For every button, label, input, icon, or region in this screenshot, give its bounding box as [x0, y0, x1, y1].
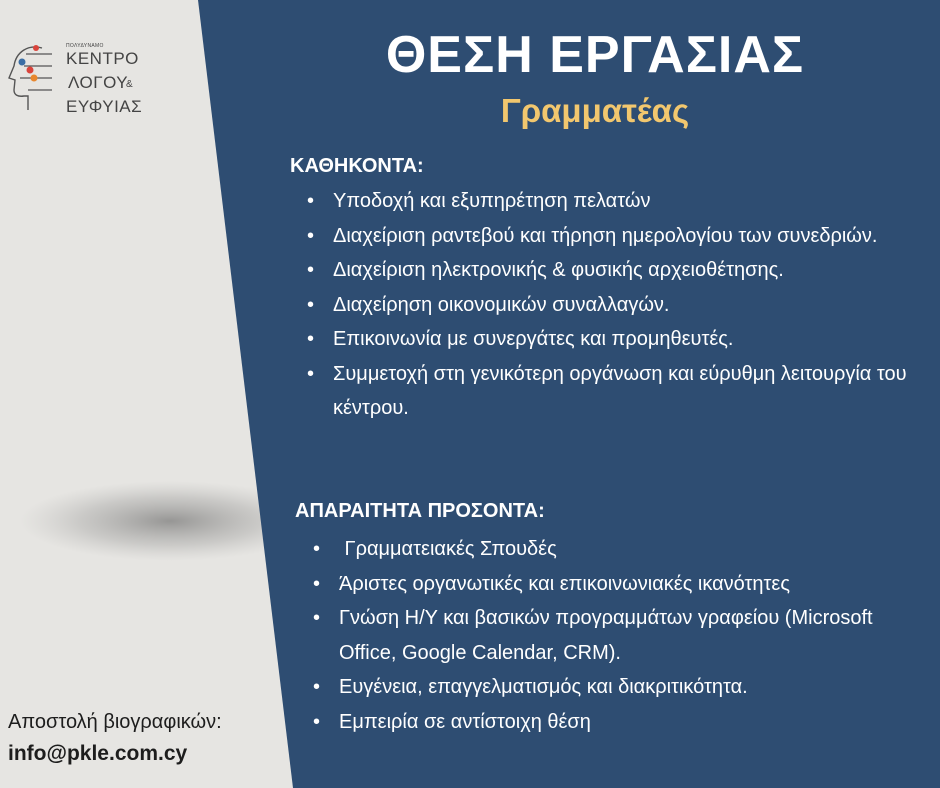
red-dot [33, 45, 39, 51]
requirement-item: • Γραμματειακές Σπουδές [313, 532, 873, 567]
logo-ampersand: & [126, 79, 134, 90]
orange-dot [31, 75, 38, 82]
logo-word-logou: ΛΟΓΟΥ [68, 73, 129, 92]
requirements-heading: ΑΠΑΡΑΙΤΗΤΑ ΠΡΟΣΟΝΤΑ: [295, 500, 545, 522]
head-profile-icon [6, 40, 58, 120]
duties-list [307, 184, 917, 426]
contact-email: info@pkle.com.cy [8, 742, 188, 765]
page-title: ΘΕΣΗ ΕΡΓΑΣΙΑΣ [385, 26, 805, 84]
duty-item: • Διαχείρηση οικονομικών συναλλαγών. [307, 288, 917, 323]
contact-label: Αποστολή βιογραφικών: [8, 711, 222, 733]
blue-dot [19, 59, 26, 66]
requirements-list [313, 532, 873, 739]
duty-item: • Διαχείριση ραντεβού και τήρηση ημερολογίου των συνεδριών. [307, 219, 917, 254]
job-title: Γραμματέας [500, 92, 690, 129]
duty-item: • Υποδοχή και εξυπηρέτηση πελατών [307, 184, 917, 219]
duty-item: • Επικοινωνία με συνεργάτες και προμηθευτές. [307, 322, 917, 357]
logo-word-kentro: ΚΕΝΤΡΟ [66, 49, 139, 68]
logo [6, 40, 156, 120]
requirement-item: • Ευγένεια, επαγγελματισμός και διακριτικότητα. [313, 670, 873, 705]
duty-item: • Διαχείριση ηλεκτρονικής & φυσικής αρχειοθέτησης. [307, 253, 917, 288]
logo-word-eufyias: ΕΥΦΥΙΑΣ [66, 97, 143, 116]
red-dot [27, 67, 34, 74]
logo-small-text: ΠΟΛΥΔΥΝΑΜΟ [66, 43, 104, 49]
requirement-item: • Εμπειρία σε αντίστοιχη θέση [313, 705, 873, 740]
requirement-item: • Άριστες οργανωτικές και επικοινωνιακές ικανότητες [313, 567, 873, 602]
duties-heading: ΚΑΘΗΚΟΝΤΑ: [290, 155, 424, 177]
duty-item: • Συμμετοχή στη γενικότερη οργάνωση και εύρυθμη λειτουργία του κέντρου. [307, 357, 917, 426]
requirement-item: • Γνώση Η/Υ και βασικών προγραμμάτων γραφείου (Microsoft Office, Google Calendar, CRM). [313, 601, 873, 670]
